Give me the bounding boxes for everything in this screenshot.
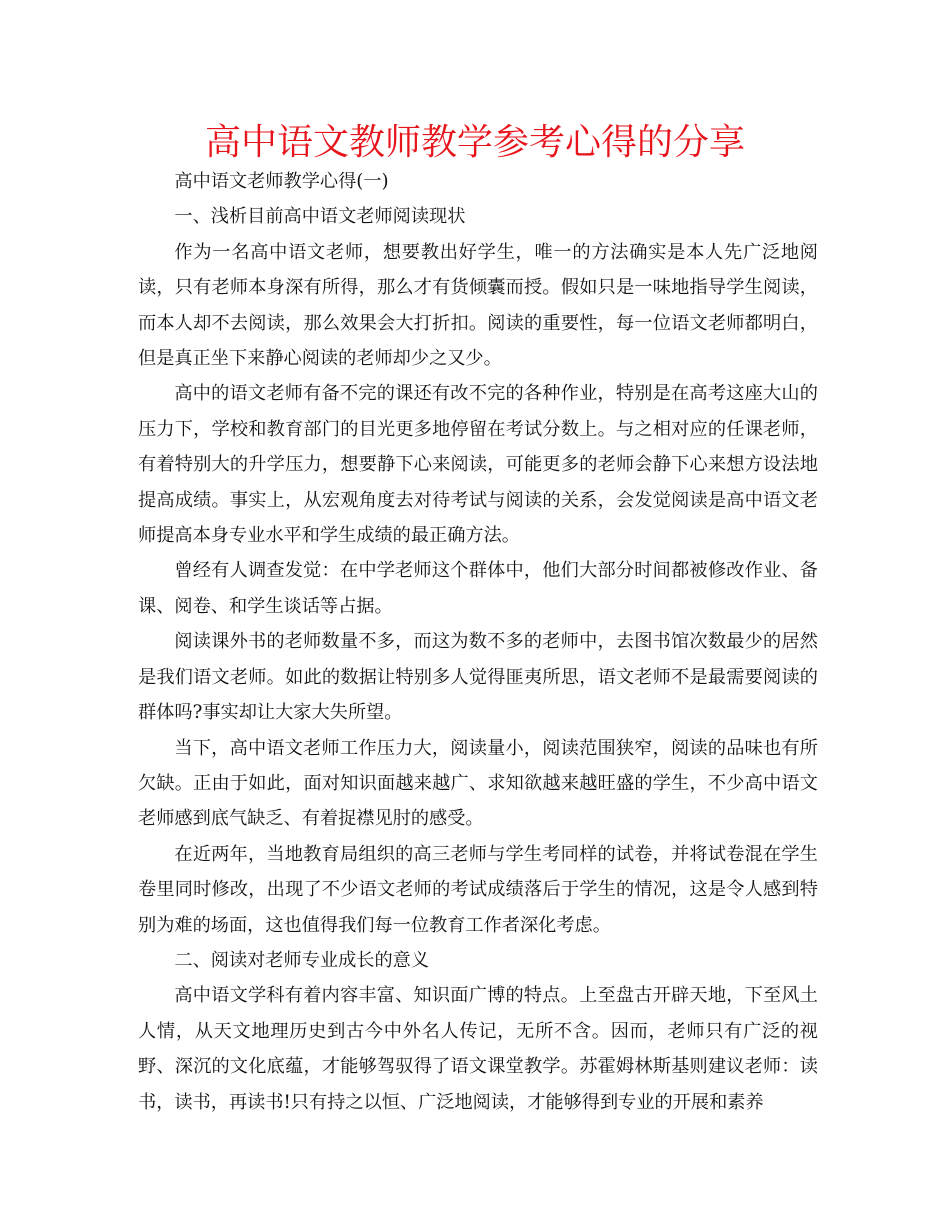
paragraph: 高中的语文老师有备不完的课还有改不完的各种作业，特别是在高考这座大山的压力下，学校和教育部门的目光更多地停留在考试分数上。与之相对应的任课老师，有着特别大的升学压力，想要静下心来阅读，可能更多的老师会静下心来想方设法地提高成绩。事实上，从宏观角度去对待考试与阅读的关系，会发觉阅读是高中语文老师提高本身专业水平和学生成绩的最正确方法。 <box>138 383 818 547</box>
paragraph-subtitle: 高中语文老师教学心得(一) <box>174 171 389 192</box>
paragraph: 阅读课外书的老师数量不多，而这为数不多的老师中，去图书馆次数最少的居然是我们语文老师。如此的数据让特别多人觉得匪夷所思，语文老师不是最需要阅读的群体吗?事实却让大家大失所望。 <box>138 631 818 724</box>
paragraph-heading-1: 一、浅析目前高中语文老师阅读现状 <box>174 206 466 228</box>
document-body <box>138 164 818 1120</box>
paragraph: 当下，高中语文老师工作压力大，阅读量小，阅读范围狭窄，阅读的品味也有所欠缺。正由于如此，面对知识面越来越广、求知欲越来越旺盛的学生，不少高中语文老师感到底气缺乏、有着捉襟见肘的感受。 <box>138 737 818 830</box>
paragraph-heading-2: 二、阅读对老师专业成长的意义 <box>174 949 430 971</box>
paragraph: 作为一名高中语文老师，想要教出好学生，唯一的方法确实是本人先广泛地阅读，只有老师本身深有所得，那么才有货倾囊而授。假如只是一味地指导学生阅读，而本人却不去阅读，那么效果会大打折扣。阅读的重要性，每一位语文老师都明白，但是真正坐下来静心阅读的老师却少之又少。 <box>138 241 818 370</box>
paragraph: 高中语文学科有着内容丰富、知识面广博的特点。上至盘古开辟天地，下至风土人情，从天文地理历史到古今中外名人传记，无所不含。因而，老师只有广泛的视野、深沉的文化底蕴，才能够驾驭得了语文课堂教学。苏霍姆林斯基则建议老师：读书，读书，再读书!只有持之以恒、广泛地阅读，才能够得到专业的开展和素养 <box>138 985 818 1113</box>
paragraph: 在近两年，当地教育局组织的高三老师与学生考同样的试卷，并将试卷混在学生卷里同时修改，出现了不少语文老师的考试成绩落后于学生的情况，这是令人感到特别为难的场面，这也值得我们每一位教育工作者深化考虑。 <box>138 843 818 936</box>
paragraph: 曾经有人调查发觉：在中学老师这个群体中，他们大部分时间都被修改作业、备课、阅卷、和学生谈话等占据。 <box>138 560 818 617</box>
document-title: 高中语文教师教学参考心得的分享 <box>204 122 745 163</box>
